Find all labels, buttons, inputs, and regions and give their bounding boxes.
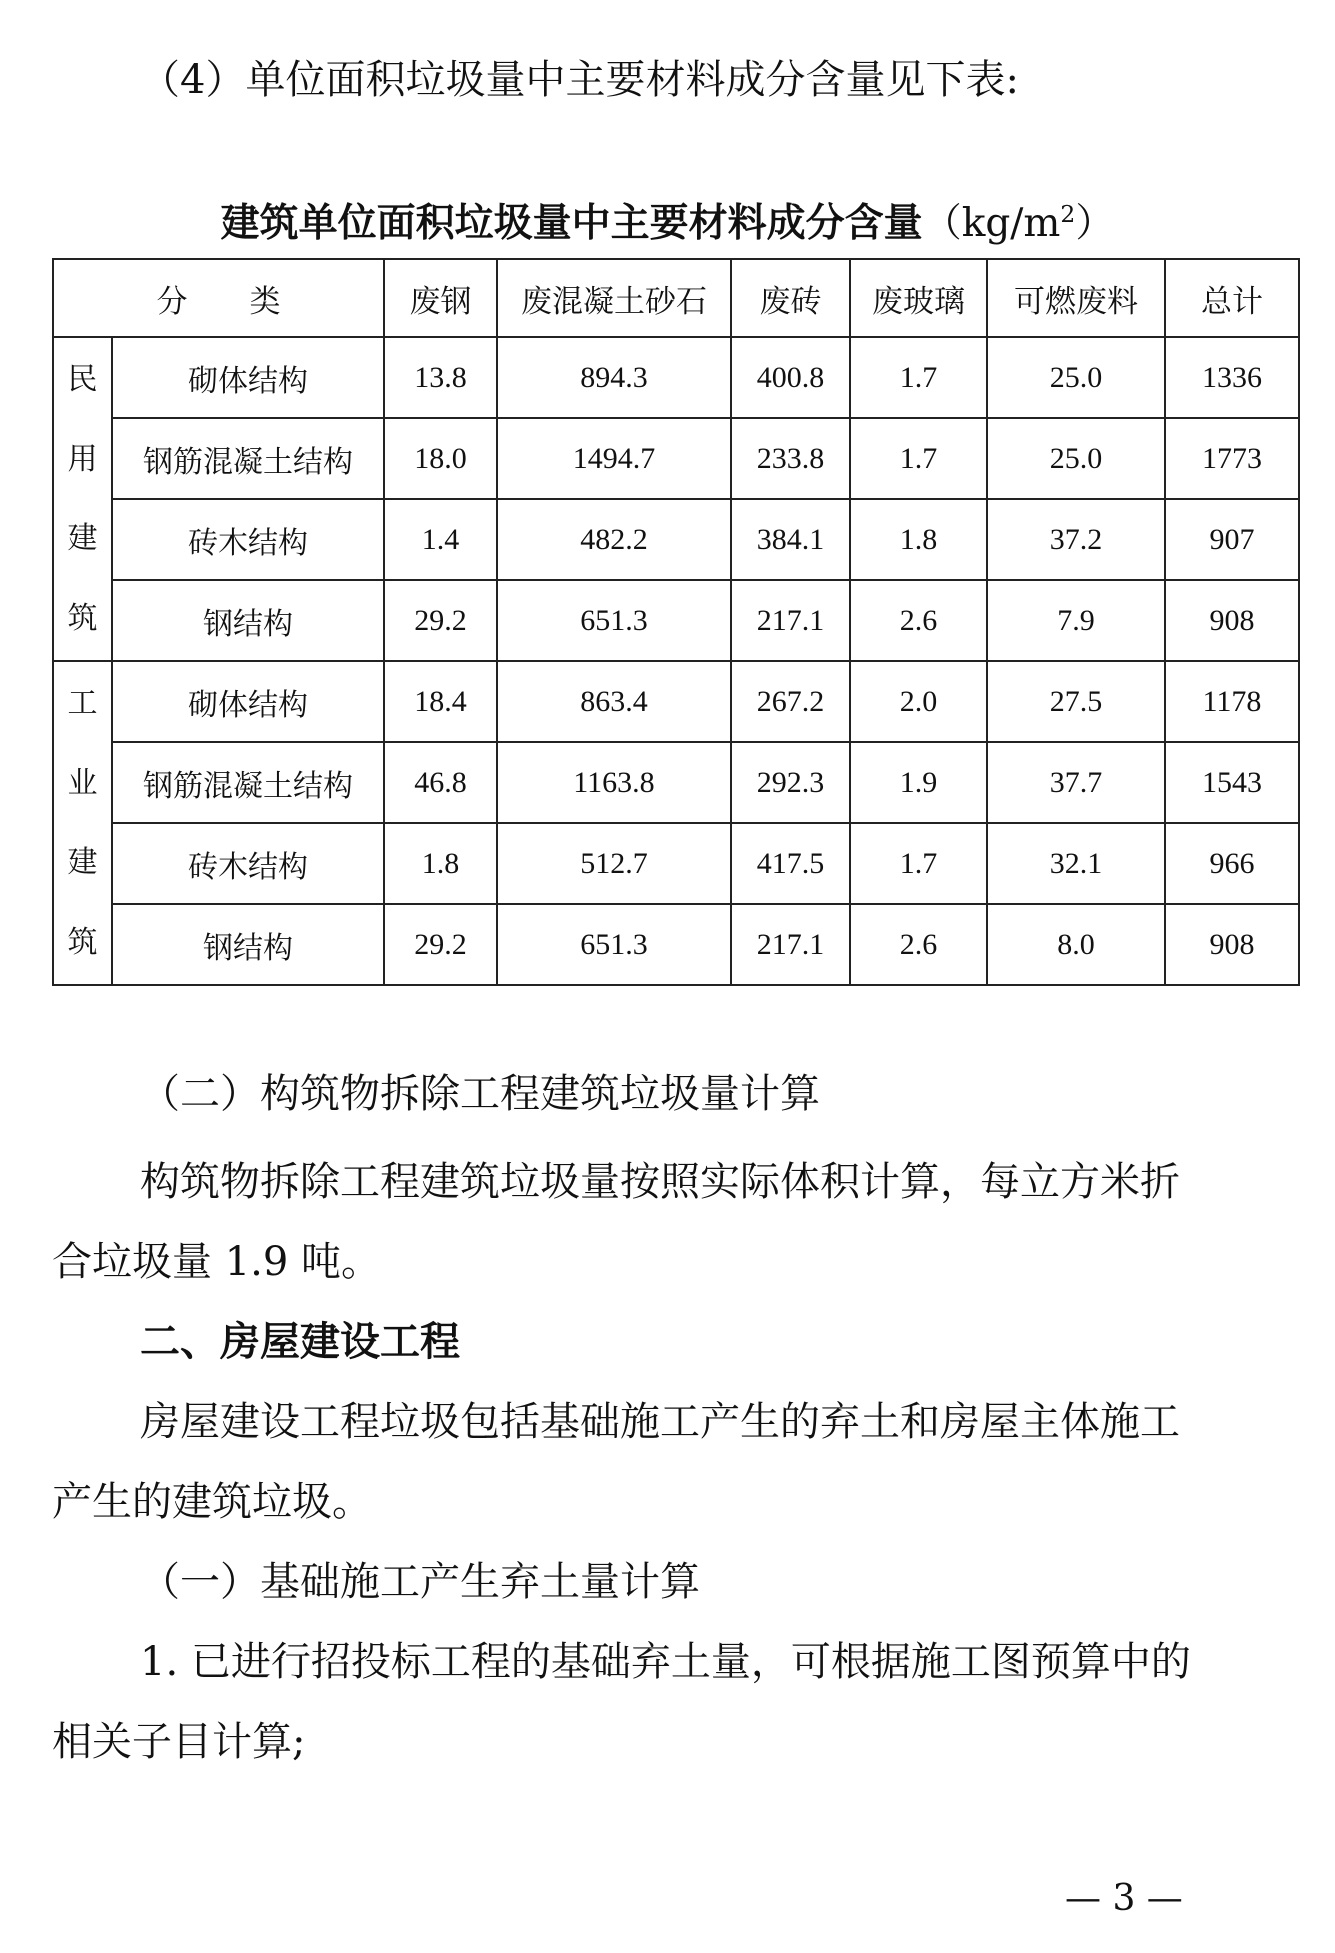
cell-value: 29.2: [384, 904, 497, 985]
table-row: [53, 904, 1299, 985]
material-composition-table: [52, 258, 1300, 986]
table-header-row: [53, 259, 1299, 337]
cell-value: 651.3: [497, 904, 731, 985]
body-line: 产生的建筑垃圾。: [52, 1479, 372, 1525]
cell-value: 8.0: [987, 904, 1165, 985]
group-char: 业: [67, 766, 98, 800]
table-row: [53, 337, 1299, 418]
cell-value: 1.4: [384, 499, 497, 580]
cell-value: 400.8: [731, 337, 850, 418]
intro-line: （4）单位面积垃圾量中主要材料成分含量见下表:: [140, 57, 1019, 103]
cell-value: 1163.8: [497, 742, 731, 823]
body-line: 相关子目计算;: [52, 1719, 306, 1765]
cell-value: 1.9: [850, 742, 987, 823]
group-char: 建: [67, 522, 98, 556]
cell-value: 25.0: [987, 418, 1165, 499]
cell-value: 2.6: [850, 580, 987, 661]
cell-value: 46.8: [384, 742, 497, 823]
cell-value: 894.3: [497, 337, 731, 418]
table-row: [53, 742, 1299, 823]
structure-type: 砌体结构: [112, 661, 384, 742]
body-line: 1. 已进行招投标工程的基础弃土量，可根据施工图预算中的: [140, 1639, 1191, 1685]
cell-value: 2.6: [850, 904, 987, 985]
cell-value: 7.9: [987, 580, 1165, 661]
body-line: 构筑物拆除工程建筑垃圾量按照实际体积计算，每立方米折: [140, 1159, 1180, 1205]
table-row: [53, 661, 1299, 742]
cell-value: 29.2: [384, 580, 497, 661]
structure-type: 钢结构: [112, 580, 384, 661]
structure-type: 钢筋混凝土结构: [112, 742, 384, 823]
section-heading-housing: 二、房屋建设工程: [140, 1318, 460, 1365]
column-header: 废混凝土砂石: [497, 259, 731, 337]
table-caption-unit: $(kg/m^2)$: [922, 200, 1115, 246]
group-char: 筑: [67, 601, 98, 635]
column-header: 废钢: [384, 259, 497, 337]
cell-value: 863.4: [497, 661, 731, 742]
cell-value: 18.0: [384, 418, 497, 499]
cell-value: 37.7: [987, 742, 1165, 823]
cell-value: 417.5: [731, 823, 850, 904]
cell-value: 1.7: [850, 823, 987, 904]
cell-value: 1336: [1165, 337, 1299, 418]
group-char: 用: [67, 442, 98, 476]
structure-type: 砌体结构: [112, 337, 384, 418]
body-line: 房屋建设工程垃圾包括基础施工产生的弃土和房屋主体施工: [140, 1399, 1180, 1445]
table-row: [53, 823, 1299, 904]
cell-value: 907: [1165, 499, 1299, 580]
table-caption-title: 建筑单位面积垃圾量中主要材料成分含量: [220, 200, 923, 246]
cell-value: 512.7: [497, 823, 731, 904]
column-header: 废玻璃: [850, 259, 987, 337]
group-char: 工: [67, 687, 98, 721]
table-caption: [0, 192, 1335, 248]
section-heading-structure-demolition: （二）构筑物拆除工程建筑垃圾量计算: [140, 1071, 820, 1117]
category-header: 分 类: [53, 259, 384, 337]
section-heading-foundation: （一）基础施工产生弃土量计算: [140, 1559, 700, 1605]
table-row: [53, 499, 1299, 580]
table-row: [53, 418, 1299, 499]
cell-value: 292.3: [731, 742, 850, 823]
group-label-industrial: [53, 661, 112, 985]
cell-value: 1178: [1165, 661, 1299, 742]
cell-value: 1494.7: [497, 418, 731, 499]
structure-type: 钢结构: [112, 904, 384, 985]
column-header: 废砖: [731, 259, 850, 337]
cell-value: 37.2: [987, 499, 1165, 580]
body-line: 合垃圾量 1.9 吨。: [52, 1239, 382, 1285]
cell-value: 1543: [1165, 742, 1299, 823]
structure-type: 砖木结构: [112, 499, 384, 580]
cell-value: 1.8: [384, 823, 497, 904]
cell-value: 32.1: [987, 823, 1165, 904]
cell-value: 13.8: [384, 337, 497, 418]
cell-value: 908: [1165, 580, 1299, 661]
cell-value: 1.7: [850, 337, 987, 418]
group-char: 建: [67, 846, 98, 880]
cell-value: 2.0: [850, 661, 987, 742]
cell-value: 1.8: [850, 499, 987, 580]
cell-value: 27.5: [987, 661, 1165, 742]
cell-value: 908: [1165, 904, 1299, 985]
cell-value: 651.3: [497, 580, 731, 661]
column-header: 可燃废料: [987, 259, 1165, 337]
cell-value: 1.7: [850, 418, 987, 499]
group-char: 民: [67, 363, 98, 397]
table-row: [53, 580, 1299, 661]
page-number: — 3 —: [1065, 1878, 1183, 1919]
group-char: 筑: [67, 925, 98, 959]
cell-value: 217.1: [731, 580, 850, 661]
cell-value: 384.1: [731, 499, 850, 580]
cell-value: 18.4: [384, 661, 497, 742]
cell-value: 267.2: [731, 661, 850, 742]
structure-type: 砖木结构: [112, 823, 384, 904]
group-label-civil: [53, 337, 112, 661]
structure-type: 钢筋混凝土结构: [112, 418, 384, 499]
column-header: 总计: [1165, 259, 1299, 337]
cell-value: 482.2: [497, 499, 731, 580]
cell-value: 217.1: [731, 904, 850, 985]
cell-value: 233.8: [731, 418, 850, 499]
cell-value: 25.0: [987, 337, 1165, 418]
cell-value: 1773: [1165, 418, 1299, 499]
cell-value: 966: [1165, 823, 1299, 904]
